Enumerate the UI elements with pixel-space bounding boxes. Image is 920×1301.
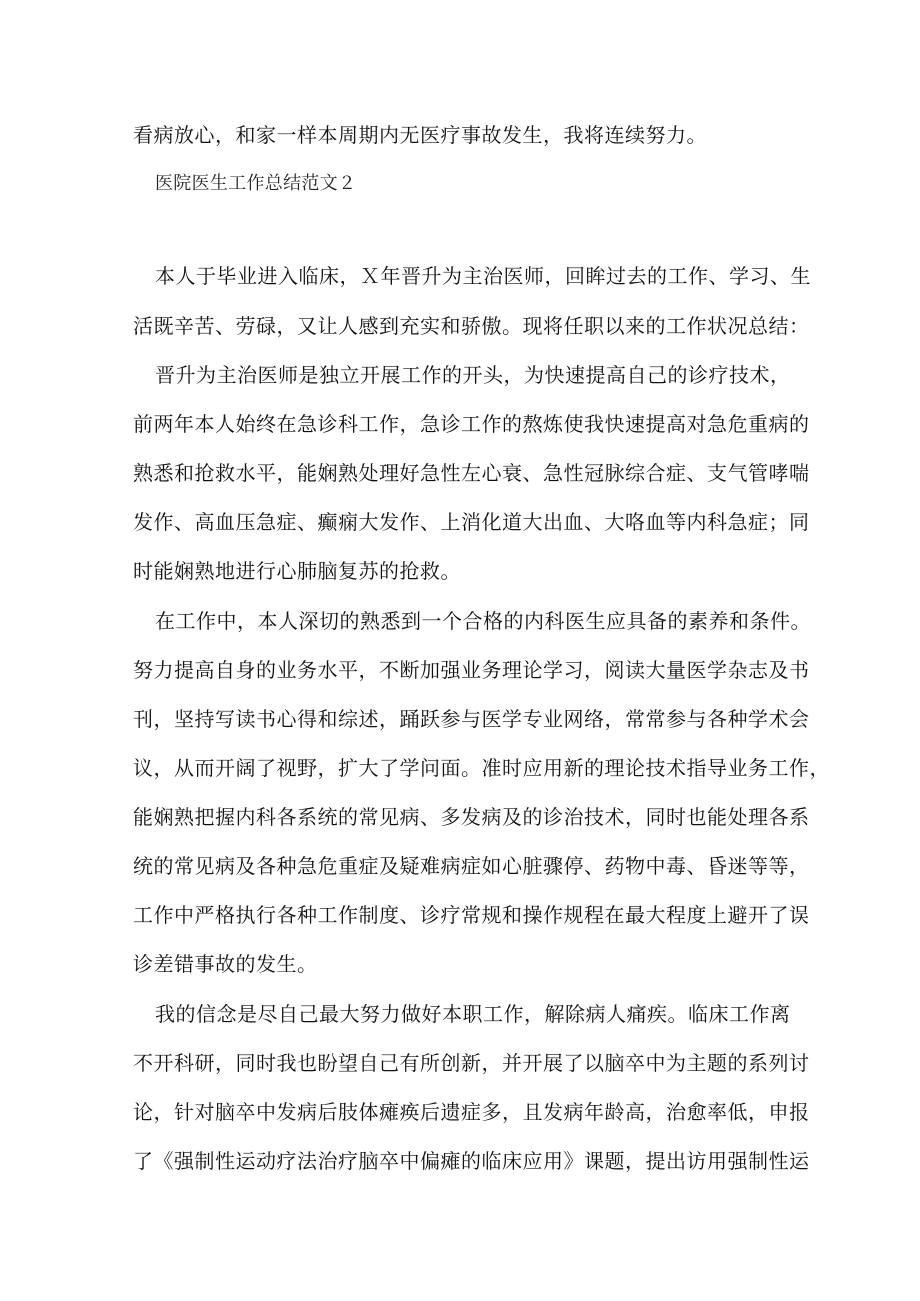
document-page: 看病放心，和家一样本周期内无医疗事故发生，我将连续努力。 医院医生工作总结范文２ 本人于毕业进入临床，Ｘ年晋升为主治医师，回眸过去的工作、学习、生 活既辛苦、劳碌，又让人感到充实和骄傲。现将任职以来的工作状况总结： 晋升为主治医师是独立开展工作的开头，为快速提高自己的诊疗技术， 前两年本人始终在急诊科工作，急诊工作的熬炼使我快速提高对急危重病的 熟悉和抢救水平，能娴熟处理好急性左心衰、急性冠脉综合症、支气管哮喘 发作、高血压急症、癫痫大发作、上消化道大出血、大咯血等内科急症；同 时能娴熟地进行心肺脑复苏的抢救。 在工作中，本人深切的熟悉到一个合格的内科医生应具备的素养和条件。 努力提高自身的业务水平，不断加强业务理论学习，阅读大量医学杂志及书 刊，坚持写读书心得和综述，踊跃参与医学专业网络，常常参与各种学术会 议，从而开阔了视野，扩大了学问面。准时应用新的理论技术指导业务工作， 能娴熟把握内科各系统的常见病、多发病及的诊治技术，同时也能处理各系 统的常见病及各种急危重症及疑难病症如心脏骤停、药物中毒、昏迷等等， 工作中严格执行各种工作制度、诊疗常规和操作规程在最大程度上避开了误 诊差错事故的发生。 我的信念是尽自己最大努力做好本职工作，解除病人痛疾。临床工作离 不开科研，同时我也盼望自己有所创新，并开展了以脑卒中为主题的系列讨 论，针对脑卒中发病后肢体瘫痪后遗症多，且发病年龄高，治愈率低，申报 了《强制性运动疗法治疗脑卒中偏瘫的临床应用》课题，提出访用强制性运 xyxy=(133,123,830,1173)
